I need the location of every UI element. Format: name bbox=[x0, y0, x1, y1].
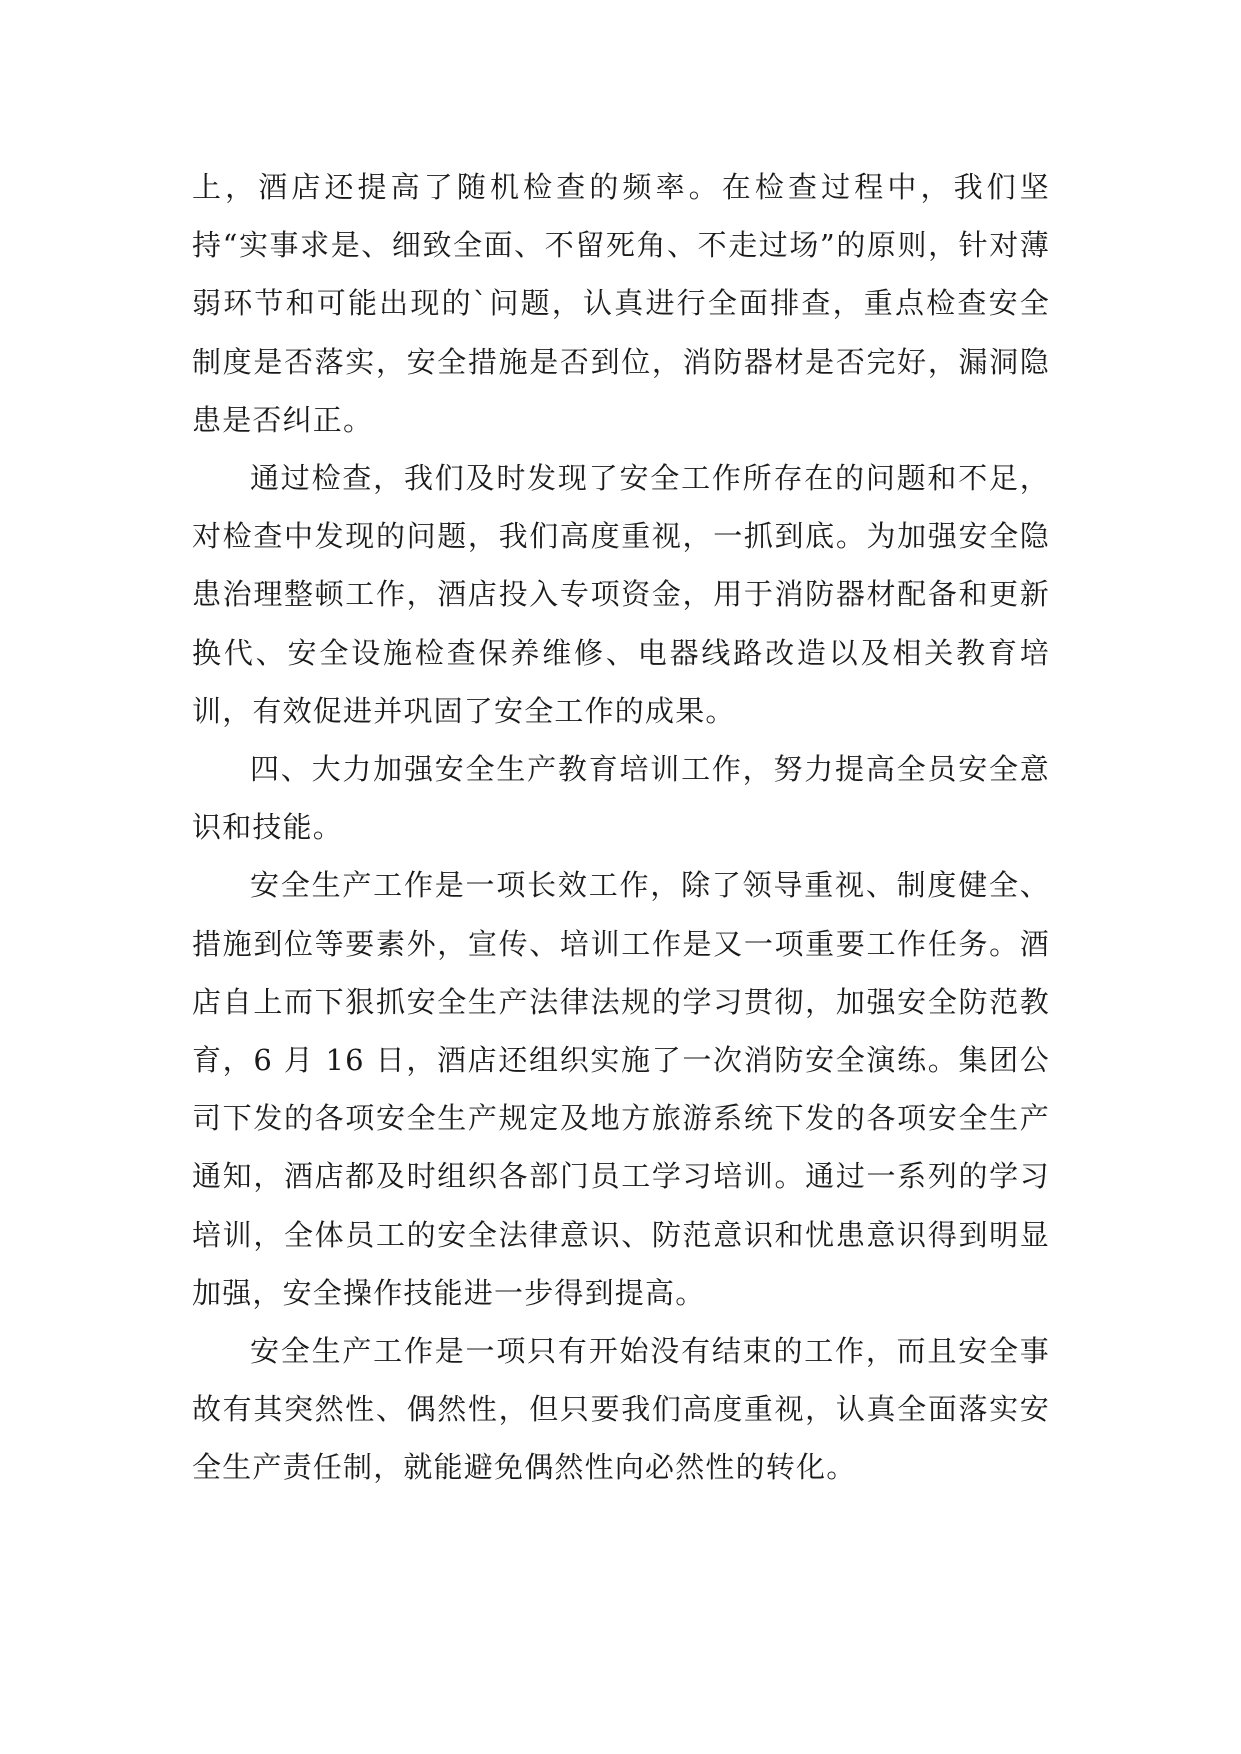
paragraph-training: 安全生产工作是一项长效工作，除了领导重视、制度健全、措施到位等要素外，宣传、培训工作是又一项重要工作任务。酒店自上而下狠抓安全生产法律法规的学习贯彻，加强安全防范教育，6 月 16 日，酒店还组织实施了一次消防安全演练。集团公司下发的各项安全生产规定及地方旅游系统下发的各项安全生产通知，酒店都及时组织各部门员工学习培训。通过一系列的学习培训，全体员工的安全法律意识、防范意识和忧患意识得到明显加强，安全操作技能进一步得到提高。 bbox=[192, 868, 1050, 1310]
paragraph-continued: 上，酒店还提高了随机检查的频率。在检查过程中，我们坚持“实事求是、细致全面、不留死角、不走过场”的原则，针对薄弱环节和可能出现的`问题，认真进行全面排查，重点检查安全制度是否落实，安全措施是否到位，消防器材是否完好，漏洞隐患是否纠正。 bbox=[192, 170, 1050, 437]
section-heading-four: 四、大力加强安全生产教育培训工作，努力提高全员安全意识和技能。 bbox=[192, 752, 1050, 845]
paragraph-conclusion: 安全生产工作是一项只有开始没有结束的工作，而且安全事故有其突然性、偶然性，但只要我们高度重视，认真全面落实安全生产责任制，就能避免偶然性向必然性的转化。 bbox=[192, 1334, 1050, 1485]
paragraph-inspection-results: 通过检查，我们及时发现了安全工作所存在的问题和不足，对检查中发现的问题，我们高度重视，一抓到底。为加强安全隐患治理整顿工作，酒店投入专项资金，用于消防器材配备和更新换代、安全设施检查保养维修、电器线路改造以及相关教育培训，有效促进并巩固了安全工作的成果。 bbox=[192, 461, 1050, 728]
document-body bbox=[192, 158, 1050, 1497]
